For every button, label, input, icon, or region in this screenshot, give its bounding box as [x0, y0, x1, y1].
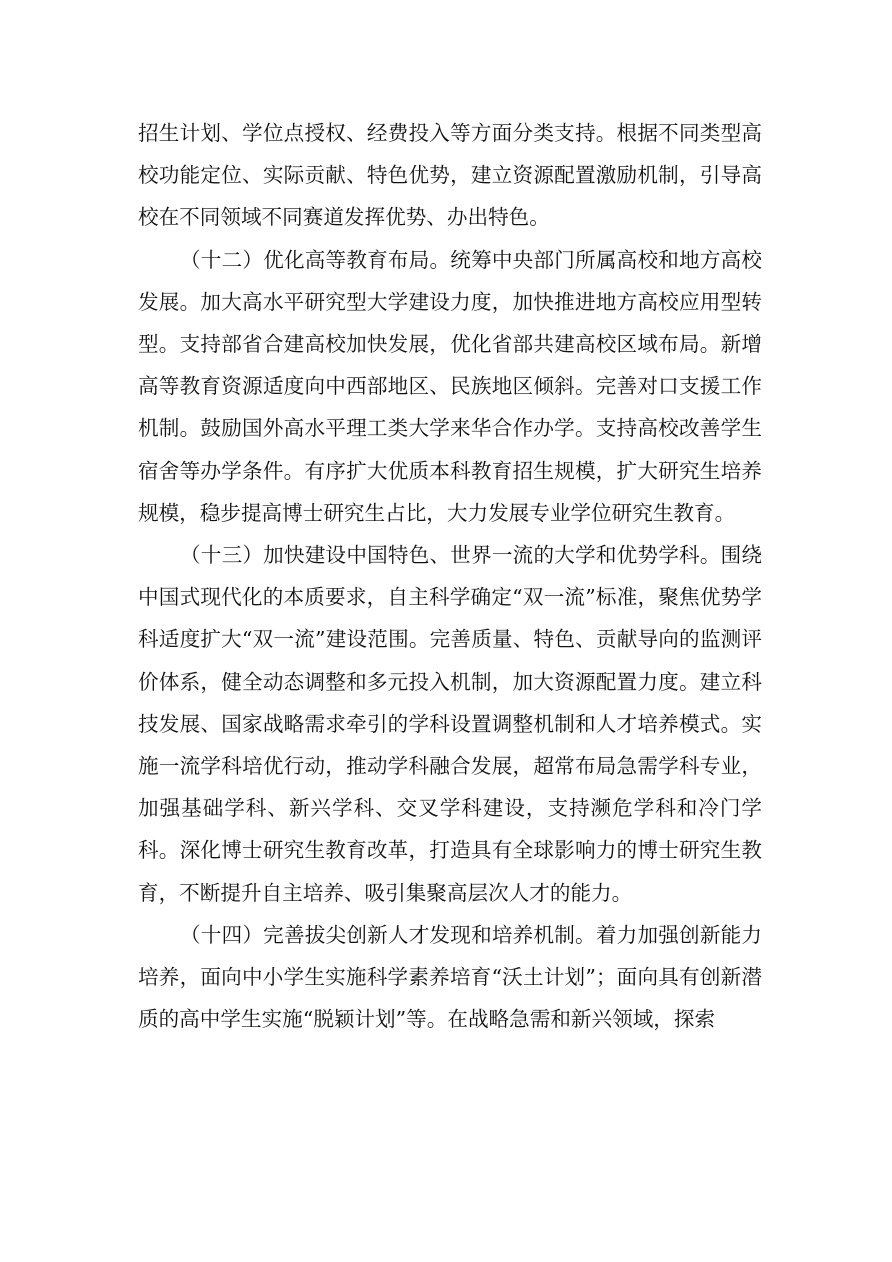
paragraph-section-12: （十二）优化高等教育布局。统筹中央部门所属高校和地方高校发展。加大高水平研究型大学建设力度，加快推进地方高校应用型转型。支持部省合建高校加快发展，优化省部共建高校区域布局。新增高等教育资源适度向中西部地区、民族地区倾斜。完善对口支援工作机制。鼓励国外高水平理工类大学来华合作办学。支持高校改善学生宿舍等办学条件。有序扩大优质本科教育招生规模，扩大研究生培养规模，稳步提高博士研究生占比，大力发展专业学位研究生教育。 [138, 247, 762, 525]
paragraph-continuation: 招生计划、学位点授权、经费投入等方面分类支持。根据不同类型高校功能定位、实际贡献、特色优势，建立资源配置激励机制，引导高校在不同领域不同赛道发挥优势、办出特色。 [138, 121, 762, 230]
body-text [138, 112, 762, 1040]
paragraph-section-13: （十三）加快建设中国特色、世界一流的大学和优势学科。围绕中国式现代化的本质要求，自主科学确定“双一流”标准，聚焦优势学科适度扩大“双一流”建设范围。完善质量、特色、贡献导向的监测评价体系，健全动态调整和多元投入机制，加大资源配置力度。建立科技发展、国家战略需求牵引的学科设置调整机制和人才培养模式。实施一流学科培优行动，推动学科融合发展，超常布局急需学科专业，加强基础学科、新兴学科、交叉学科建设，支持濒危学科和冷门学科。深化博士研究生教育改革，打造具有全球影响力的博士研究生教育，不断提升自主培养、吸引集聚高层次人才的能力。 [138, 543, 762, 905]
paragraph-section-14: （十四）完善拔尖创新人才发现和培养机制。着力加强创新能力培养，面向中小学生实施科学素养培育“沃土计划”；面向具有创新潜质的高中学生实施“脱颖计划”等。在战略急需和新兴领域，探索 [138, 922, 762, 1032]
